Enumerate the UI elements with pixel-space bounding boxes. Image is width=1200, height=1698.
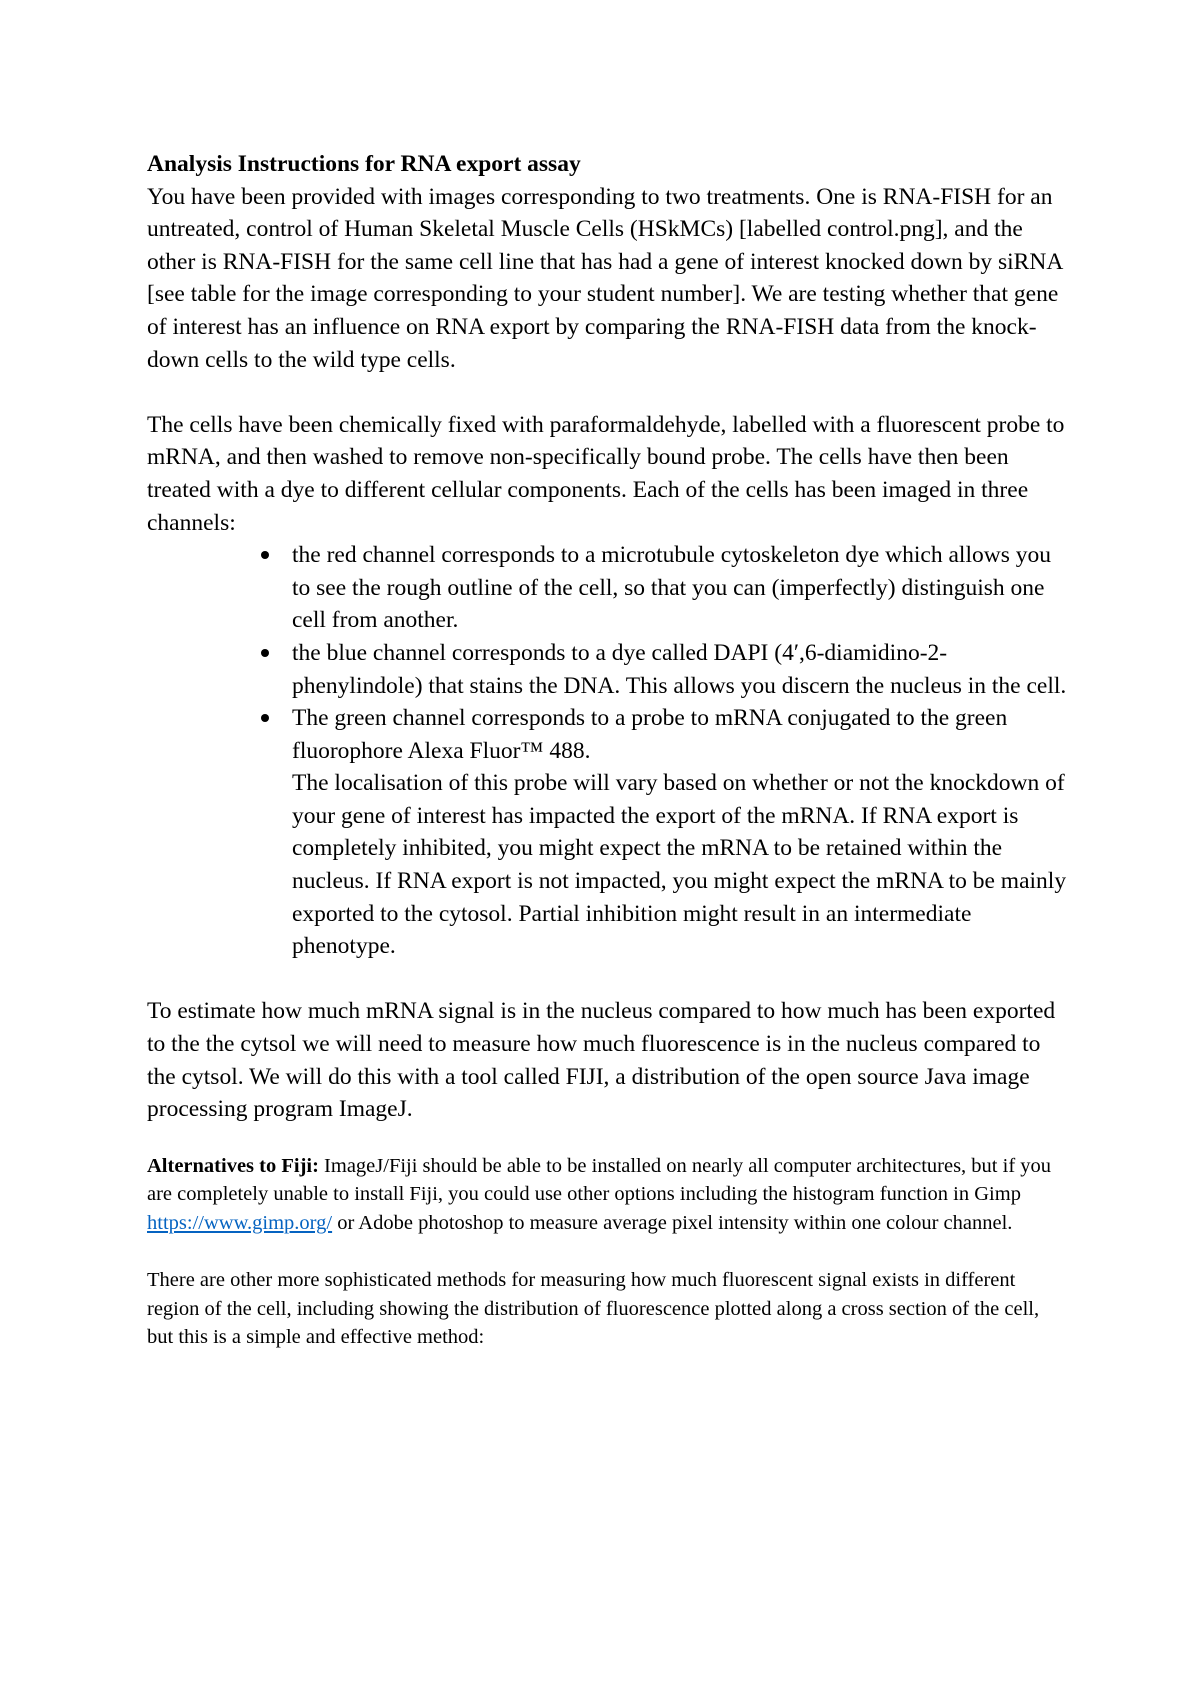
- methods-paragraph: There are other more sophisticated methods for measuring how much fluorescent signal exists in different region of the cell, including showing the distribution of fluorescence plotted along a cross section of the cell, but this is a simple and effective method:: [147, 1269, 1040, 1349]
- fixation-paragraph: The cells have been chemically fixed with paraformaldehyde, labelled with a fluorescent probe to mRNA, and then washed to remove non-specifically bound probe. The cells have then been treated with a dye to different cellular components. Each of the cells has been imaged in three channels:: [147, 411, 1065, 536]
- bullet-icon: [261, 551, 269, 559]
- list-item-green-channel: [292, 702, 1067, 963]
- list-item-text: The green channel corresponds to a probe to mRNA conjugated to the green fluorophore Alexa Fluor™ 488.: [292, 705, 1008, 764]
- channel-list: [147, 539, 1067, 963]
- alternatives-label: Alternatives to Fiji:: [147, 1154, 319, 1177]
- intro-paragraph: You have been provided with images corresponding to two treatments. One is RNA-FISH for an untreated, control of Human Skeletal Muscle Cells (HSkMCs) [labelled control.png], and the other is RNA-FISH for the same cell line that has had a gene of interest knocked down by siRNA [see table for the image corresponding to your student number]. We are testing whether that gene of interest has an influence on RNA export by comparing the RNA-FISH data from the knock-down cells to the wild type cells.: [147, 183, 1062, 373]
- bullet-icon: [261, 714, 269, 722]
- list-item-text: the red channel corresponds to a microtubule cytoskeleton dye which allows you to see the rough outline of the cell, so that you can (imperfectly) distinguish one cell from another.: [292, 542, 1051, 634]
- list-item-blue-channel: [292, 637, 1067, 702]
- section-spacer: [147, 1126, 1067, 1152]
- alternatives-paragraph: [147, 1152, 1067, 1238]
- document-content: [147, 148, 1067, 1352]
- bullet-icon: [261, 649, 269, 657]
- paragraph-spacer: [147, 1237, 1067, 1266]
- document-title: Analysis Instructions for RNA export assay: [147, 151, 581, 177]
- alternatives-text: ImageJ/Fiji should be able to be installed on nearly all computer architectures, but if you are completely unable to install Fiji, you could use other options including the histogram function in Gimp: [147, 1154, 1052, 1206]
- paragraph-spacer: [147, 963, 1067, 996]
- list-item-text: the blue channel corresponds to a dye called DAPI (4′,6-diamidino-2-phenylindole) that stains the DNA. This allows you discern the nucleus in the cell.: [292, 639, 1067, 699]
- secondary-text-block: [147, 1152, 1067, 1352]
- list-item-continuation: The localisation of this probe will vary based on whether or not the knockdown of your gene of interest has impacted the export of the mRNA. If RNA export is completely inhibited, you might expect the mRNA to be retained within the nucleus. If RNA export is not impacted, you might expect the mRNA to be mainly exported to the cytosol. Partial inhibition might result in an intermediate phenotype.: [292, 770, 1067, 960]
- main-text-block: [147, 148, 1067, 1126]
- gimp-link[interactable]: https://www.gimp.org/: [147, 1211, 333, 1234]
- paragraph-spacer: [147, 376, 1067, 409]
- alternatives-text-end: or Adobe photoshop to measure average pixel intensity within one colour channel.: [332, 1211, 1013, 1234]
- estimate-paragraph: To estimate how much mRNA signal is in the nucleus compared to how much has been exported to the the cytsol we will need to measure how much fluorescence is in the nucleus compared to the cytsol. We will do this with a tool called FIJI, a distribution of the open source Java image processing program ImageJ.: [147, 998, 1056, 1123]
- list-item-red-channel: [292, 539, 1067, 637]
